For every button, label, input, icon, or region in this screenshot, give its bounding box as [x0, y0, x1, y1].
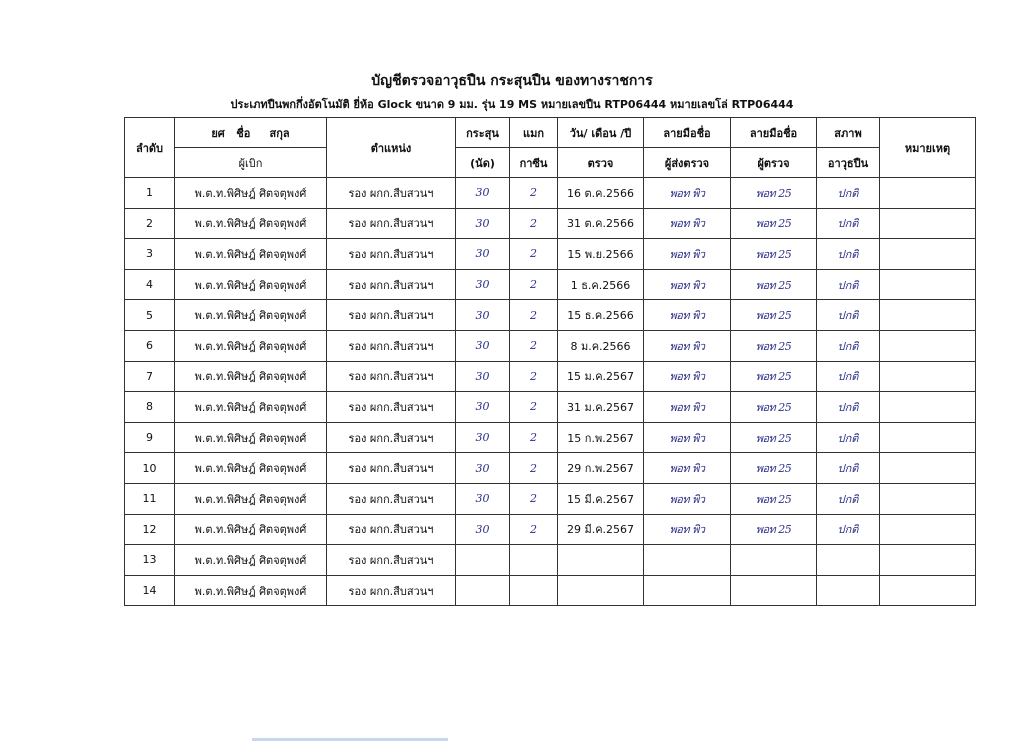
row-remarks [880, 483, 976, 514]
row-date [558, 545, 644, 576]
row-number: 8 [125, 392, 175, 423]
row-magazine: 2 [510, 178, 558, 209]
row-position: รอง ผกก.สืบสวนฯ [327, 392, 456, 423]
row-name: พ.ต.ท.พิศิษฎ์ ศิตจตุพงศ์ [175, 422, 327, 453]
row-magazine: 2 [510, 392, 558, 423]
inspection-table [124, 117, 976, 606]
row-number: 3 [125, 239, 175, 270]
header-remarks: หมายเหตุ [880, 118, 976, 178]
row-name: พ.ต.ท.พิศิษฎ์ ศิตจตุพงศ์ [175, 453, 327, 484]
row-ammo: 30 [456, 422, 510, 453]
header-date-bottom: ตรวจ [558, 148, 644, 178]
row-ammo: 30 [456, 178, 510, 209]
header-name-top: ยศ ชื่อ สกุล [175, 118, 327, 148]
table-row [125, 300, 976, 331]
row-ammo: 30 [456, 392, 510, 423]
row-sender-signature: พอท พิว [644, 208, 731, 239]
row-position: รอง ผกก.สืบสวนฯ [327, 422, 456, 453]
table-row [125, 575, 976, 606]
row-remarks [880, 239, 976, 270]
table-row [125, 239, 976, 270]
table-row [125, 361, 976, 392]
row-remarks [880, 330, 976, 361]
row-position: รอง ผกก.สืบสวนฯ [327, 300, 456, 331]
row-sender-signature: พอท พิว [644, 330, 731, 361]
row-number: 5 [125, 300, 175, 331]
row-magazine: 2 [510, 483, 558, 514]
row-magazine: 2 [510, 269, 558, 300]
row-ammo: 30 [456, 453, 510, 484]
row-date: 15 พ.ย.2566 [558, 239, 644, 270]
table-row [125, 269, 976, 300]
row-remarks [880, 392, 976, 423]
document-subtitle: ประเภทปืนพกกึ่งอัตโนมัติ ยี่ห้อ Glock ขนาด 9 มม. รุ่น 19 MS หมายเลขปืน RTP06444 หมายเลขโล่ RTP06444 [230, 98, 794, 111]
row-remarks [880, 178, 976, 209]
table-row [125, 453, 976, 484]
row-remarks [880, 361, 976, 392]
row-condition: ปกติ [817, 514, 880, 545]
scan-edge-mark [252, 738, 448, 741]
row-condition: ปกติ [817, 178, 880, 209]
header-condition-top: สภาพ [817, 118, 880, 148]
row-ammo: 30 [456, 361, 510, 392]
row-position: รอง ผกก.สืบสวนฯ [327, 575, 456, 606]
row-date: 16 ต.ค.2566 [558, 178, 644, 209]
row-magazine: 2 [510, 300, 558, 331]
table-row [125, 514, 976, 545]
row-number: 12 [125, 514, 175, 545]
row-magazine: 2 [510, 422, 558, 453]
row-inspector-signature [731, 545, 817, 576]
row-condition: ปกติ [817, 330, 880, 361]
row-ammo: 30 [456, 269, 510, 300]
row-remarks [880, 422, 976, 453]
row-name: พ.ต.ท.พิศิษฎ์ ศิตจตุพงศ์ [175, 330, 327, 361]
row-sender-signature: พอท พิว [644, 422, 731, 453]
row-magazine: 2 [510, 330, 558, 361]
row-ammo [456, 575, 510, 606]
row-ammo [456, 545, 510, 576]
row-condition: ปกติ [817, 392, 880, 423]
row-remarks [880, 453, 976, 484]
row-name: พ.ต.ท.พิศิษฎ์ ศิตจตุพงศ์ [175, 483, 327, 514]
row-date: 29 ก.พ.2567 [558, 453, 644, 484]
row-name: พ.ต.ท.พิศิษฎ์ ศิตจตุพงศ์ [175, 269, 327, 300]
row-ammo: 30 [456, 483, 510, 514]
row-condition: ปกติ [817, 269, 880, 300]
row-inspector-signature: พอท 25 [731, 269, 817, 300]
table-row [125, 545, 976, 576]
row-ammo: 30 [456, 514, 510, 545]
row-sender-signature [644, 545, 731, 576]
row-number: 1 [125, 178, 175, 209]
row-sender-signature: พอท พิว [644, 178, 731, 209]
row-date: 15 ม.ค.2567 [558, 361, 644, 392]
row-condition: ปกติ [817, 483, 880, 514]
row-inspector-signature: พอท 25 [731, 483, 817, 514]
row-name: พ.ต.ท.พิศิษฎ์ ศิตจตุพงศ์ [175, 514, 327, 545]
row-condition: ปกติ [817, 208, 880, 239]
row-inspector-signature: พอท 25 [731, 330, 817, 361]
row-name: พ.ต.ท.พิศิษฎ์ ศิตจตุพงศ์ [175, 392, 327, 423]
table-row [125, 208, 976, 239]
row-name: พ.ต.ท.พิศิษฎ์ ศิตจตุพงศ์ [175, 178, 327, 209]
row-magazine [510, 575, 558, 606]
row-remarks [880, 300, 976, 331]
row-name: พ.ต.ท.พิศิษฎ์ ศิตจตุพงศ์ [175, 300, 327, 331]
row-sender-signature: พอท พิว [644, 269, 731, 300]
row-sender-signature: พอท พิว [644, 239, 731, 270]
row-sender-signature [644, 575, 731, 606]
row-date: 8 ม.ค.2566 [558, 330, 644, 361]
table-row [125, 178, 976, 209]
row-inspector-signature: พอท 25 [731, 514, 817, 545]
row-date: 15 ธ.ค.2566 [558, 300, 644, 331]
table-row [125, 392, 976, 423]
row-name: พ.ต.ท.พิศิษฎ์ ศิตจตุพงศ์ [175, 239, 327, 270]
row-position: รอง ผกก.สืบสวนฯ [327, 208, 456, 239]
row-inspector-signature: พอท 25 [731, 422, 817, 453]
header-no: ลำดับ [125, 118, 175, 178]
row-condition [817, 575, 880, 606]
row-condition: ปกติ [817, 361, 880, 392]
row-position: รอง ผกก.สืบสวนฯ [327, 330, 456, 361]
row-number: 7 [125, 361, 175, 392]
row-sender-signature: พอท พิว [644, 453, 731, 484]
row-remarks [880, 545, 976, 576]
row-position: รอง ผกก.สืบสวนฯ [327, 178, 456, 209]
row-magazine: 2 [510, 361, 558, 392]
row-inspector-signature: พอท 25 [731, 239, 817, 270]
table-header [125, 118, 976, 178]
header-sender-bottom: ผู้ส่งตรวจ [644, 148, 731, 178]
row-position: รอง ผกก.สืบสวนฯ [327, 269, 456, 300]
row-position: รอง ผกก.สืบสวนฯ [327, 514, 456, 545]
row-name: พ.ต.ท.พิศิษฎ์ ศิตจตุพงศ์ [175, 545, 327, 576]
row-position: รอง ผกก.สืบสวนฯ [327, 483, 456, 514]
row-date [558, 575, 644, 606]
row-number: 2 [125, 208, 175, 239]
row-sender-signature: พอท พิว [644, 483, 731, 514]
row-magazine: 2 [510, 239, 558, 270]
row-inspector-signature: พอท 25 [731, 392, 817, 423]
row-remarks [880, 514, 976, 545]
row-inspector-signature: พอท 25 [731, 208, 817, 239]
row-name: พ.ต.ท.พิศิษฎ์ ศิตจตุพงศ์ [175, 361, 327, 392]
row-condition: ปกติ [817, 300, 880, 331]
header-ammo-bottom: (นัด) [456, 148, 510, 178]
row-position: รอง ผกก.สืบสวนฯ [327, 239, 456, 270]
row-date: 29 มี.ค.2567 [558, 514, 644, 545]
table-row [125, 483, 976, 514]
row-ammo: 30 [456, 239, 510, 270]
row-sender-signature: พอท พิว [644, 300, 731, 331]
row-remarks [880, 575, 976, 606]
row-sender-signature: พอท พิว [644, 392, 731, 423]
header-mag-top: แมก [510, 118, 558, 148]
row-number: 14 [125, 575, 175, 606]
row-magazine: 2 [510, 514, 558, 545]
table-row [125, 330, 976, 361]
row-inspector-signature: พอท 25 [731, 300, 817, 331]
header-mag-bottom: กาซีน [510, 148, 558, 178]
header-name-bottom: ผู้เบิก [175, 148, 327, 178]
row-date: 15 มี.ค.2567 [558, 483, 644, 514]
row-inspector-signature: พอท 25 [731, 361, 817, 392]
row-date: 1 ธ.ค.2566 [558, 269, 644, 300]
row-sender-signature: พอท พิว [644, 361, 731, 392]
row-ammo: 30 [456, 300, 510, 331]
row-inspector-signature: พอท 25 [731, 178, 817, 209]
header-position: ตำแหน่ง [327, 118, 456, 178]
row-magazine: 2 [510, 208, 558, 239]
header-date-top: วัน/ เดือน /ปี [558, 118, 644, 148]
row-position: รอง ผกก.สืบสวนฯ [327, 453, 456, 484]
row-number: 11 [125, 483, 175, 514]
row-condition: ปกติ [817, 453, 880, 484]
row-date: 31 ต.ค.2566 [558, 208, 644, 239]
row-number: 9 [125, 422, 175, 453]
row-name: พ.ต.ท.พิศิษฎ์ ศิตจตุพงศ์ [175, 575, 327, 606]
row-sender-signature: พอท พิว [644, 514, 731, 545]
row-inspector-signature: พอท 25 [731, 453, 817, 484]
row-magazine [510, 545, 558, 576]
row-remarks [880, 269, 976, 300]
row-ammo: 30 [456, 330, 510, 361]
row-condition: ปกติ [817, 239, 880, 270]
row-date: 31 ม.ค.2567 [558, 392, 644, 423]
row-number: 4 [125, 269, 175, 300]
table-body [125, 178, 976, 606]
row-condition [817, 545, 880, 576]
row-condition: ปกติ [817, 422, 880, 453]
row-position: รอง ผกก.สืบสวนฯ [327, 545, 456, 576]
document-title: บัญชีตรวจอาวุธปืน กระสุนปืน ของทางราชการ [371, 73, 653, 89]
header-inspector-bottom: ผู้ตรวจ [731, 148, 817, 178]
table-row [125, 422, 976, 453]
row-name: พ.ต.ท.พิศิษฎ์ ศิตจตุพงศ์ [175, 208, 327, 239]
row-remarks [880, 208, 976, 239]
row-number: 6 [125, 330, 175, 361]
row-date: 15 ก.พ.2567 [558, 422, 644, 453]
row-ammo: 30 [456, 208, 510, 239]
row-magazine: 2 [510, 453, 558, 484]
row-position: รอง ผกก.สืบสวนฯ [327, 361, 456, 392]
row-number: 13 [125, 545, 175, 576]
header-inspector-top: ลายมือชื่อ [731, 118, 817, 148]
row-number: 10 [125, 453, 175, 484]
row-inspector-signature [731, 575, 817, 606]
header-condition-bottom: อาวุธปืน [817, 148, 880, 178]
header-ammo-top: กระสุน [456, 118, 510, 148]
header-sender-top: ลายมือชื่อ [644, 118, 731, 148]
